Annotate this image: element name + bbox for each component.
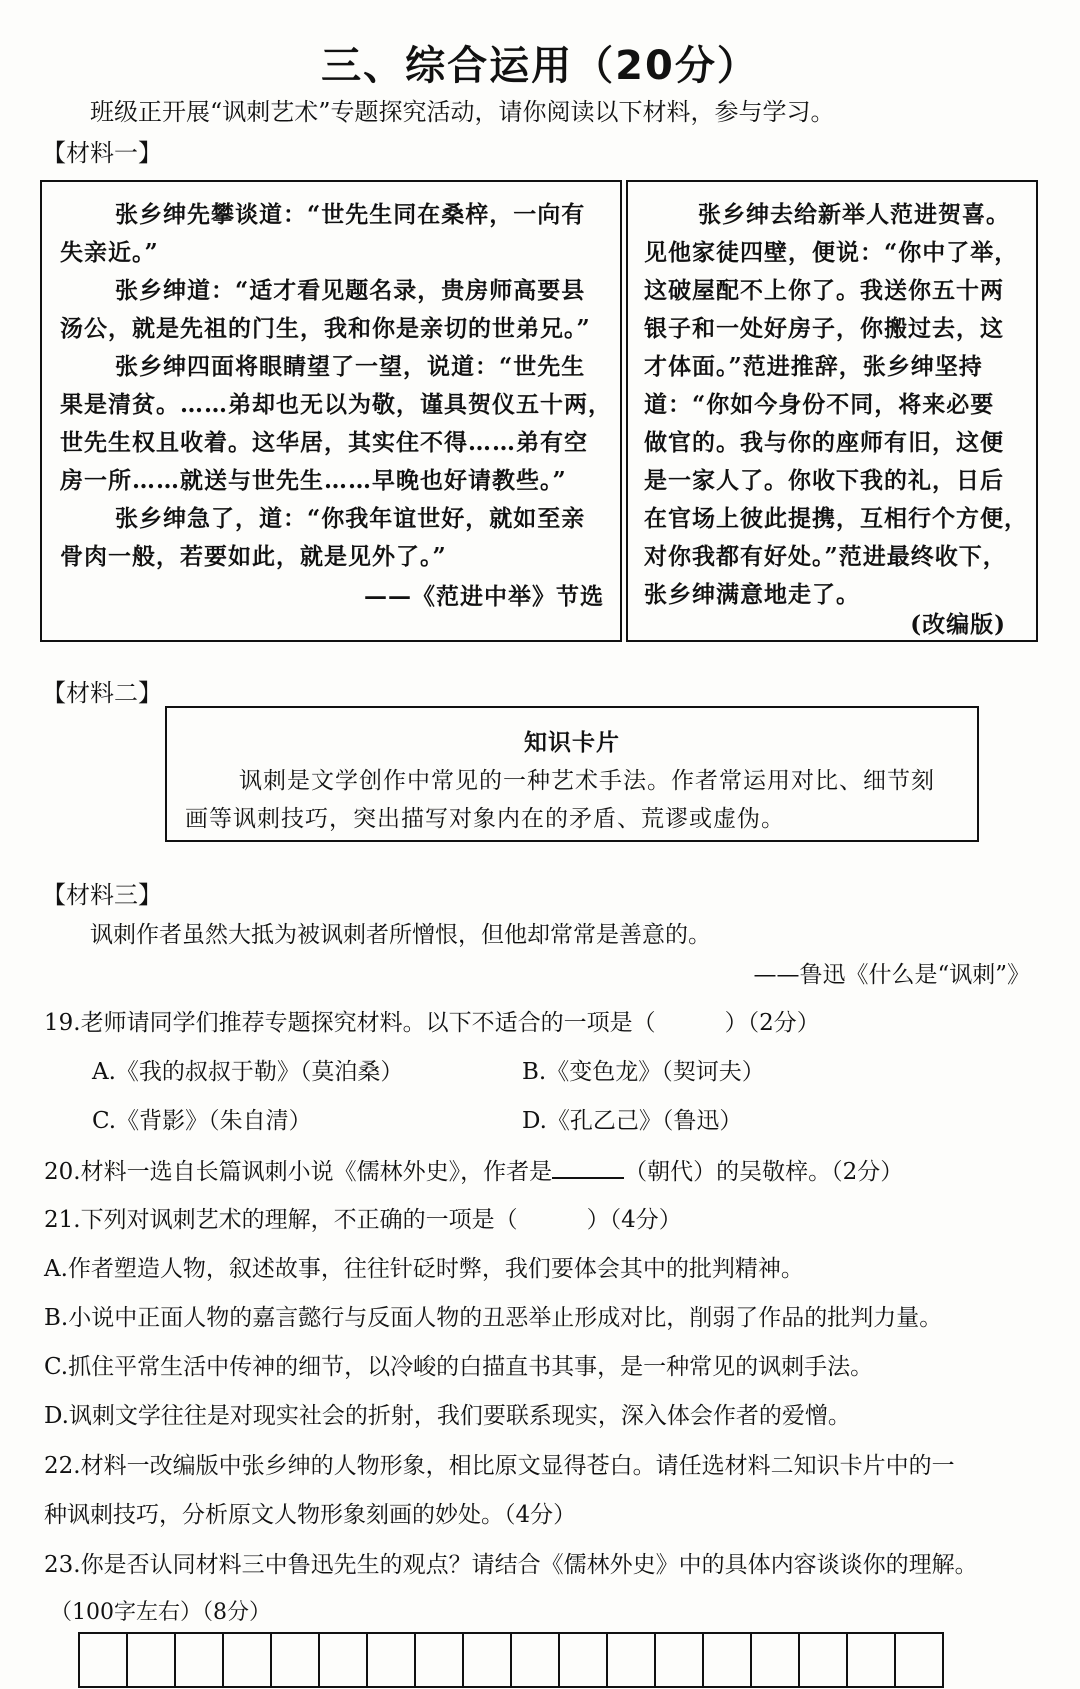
text-line: 在官场上彼此提携，互相行个方便， bbox=[644, 505, 1028, 532]
text-line: 对你我都有好处。”范进最终收下， bbox=[644, 543, 1007, 570]
q21-option-d: D.讽刺文学往往是对现实社会的折射，我们要联系现实，深入体会作者的爱憎。 bbox=[44, 1403, 851, 1429]
material3-label: 【材料三】 bbox=[42, 881, 162, 909]
intro-text: 班级正开展“讽刺艺术”专题探究活动，请你阅读以下材料，参与学习。 bbox=[90, 98, 835, 126]
q19-option-b: B.《变色龙》（契诃夫） bbox=[522, 1059, 765, 1085]
q23-word-limit: （100字左右）（8分） bbox=[50, 1600, 271, 1625]
text-line: 张乡绅满意地走了。 bbox=[644, 581, 860, 608]
text-line: 张乡绅四面将眼睛望了一望，说道：“世先生 bbox=[115, 353, 586, 380]
text-line: 骨肉一般，若要如此，就是见外了。” bbox=[60, 543, 447, 570]
grid-cell[interactable] bbox=[606, 1632, 656, 1688]
grid-cell[interactable] bbox=[414, 1632, 464, 1688]
grid-cell[interactable] bbox=[174, 1632, 224, 1688]
text-line: 果是清贫。……弟却也无以为敬，谨具贺仪五十两， bbox=[60, 391, 612, 418]
q21-option-a: A.作者塑造人物，叙述故事，往往针砭时弊，我们要体会其中的批判精神。 bbox=[44, 1256, 804, 1282]
grid-cell[interactable] bbox=[270, 1632, 320, 1688]
question-21: 21.下列对讽刺艺术的理解，不正确的一项是（ ）（4分） bbox=[44, 1207, 682, 1233]
q19-option-a: A.《我的叔叔于勒》（莫泊桑） bbox=[92, 1059, 404, 1085]
grid-cell[interactable] bbox=[318, 1632, 368, 1688]
text-line: 世先生权且收着。这华居，其实住不得……弟有空 bbox=[60, 429, 588, 456]
q20-text-after: （朝代）的吴敬梓。（2分） bbox=[624, 1159, 904, 1185]
question-22-line: 种讽刺技巧，分析原文人物形象刻画的妙处。（4分） bbox=[44, 1502, 577, 1528]
grid-cell[interactable] bbox=[894, 1632, 944, 1688]
grid-cell[interactable] bbox=[78, 1632, 128, 1688]
q21-option-b: B.小说中正面人物的嘉言懿行与反面人物的丑恶举止形成对比，削弱了作品的批判力量。 bbox=[44, 1305, 943, 1331]
q19-option-c: C.《背影》（朱自清） bbox=[92, 1108, 312, 1134]
material1-left-box bbox=[40, 180, 622, 642]
question-20 bbox=[44, 1153, 903, 1186]
card-text-line: 画等讽刺技巧，突出描写对象内在的矛盾、荒谬或虚伪。 bbox=[185, 806, 785, 832]
grid-cell[interactable] bbox=[750, 1632, 800, 1688]
grid-cell[interactable] bbox=[366, 1632, 416, 1688]
card-title: 知识卡片 bbox=[524, 729, 620, 756]
grid-cell[interactable] bbox=[510, 1632, 560, 1688]
text-line: 张乡绅道：“适才看见题名录，贵房师高要县 bbox=[115, 277, 586, 304]
text-line: 做官的。我与你的座师有旧，这便 bbox=[644, 429, 1004, 456]
grid-cell[interactable] bbox=[126, 1632, 176, 1688]
material1-right-box bbox=[626, 180, 1038, 642]
text-line: 才体面。”范进推辞，张乡绅坚持 bbox=[644, 353, 983, 380]
q21-option-c: C.抓住平常生活中传神的细节，以冷峻的白描直书其事，是一种常见的讽刺手法。 bbox=[44, 1354, 874, 1380]
card-text-line: 讽刺是文学创作中常见的一种艺术手法。作者常运用对比、细节刻 bbox=[239, 768, 935, 794]
text-line: 这破屋配不上你了。我送你五十两 bbox=[644, 277, 1004, 304]
grid-cell[interactable] bbox=[558, 1632, 608, 1688]
text-line: 张乡绅去给新举人范进贺喜。 bbox=[698, 201, 1010, 228]
grid-cell[interactable] bbox=[222, 1632, 272, 1688]
quote-source: ——鲁迅《什么是“讽刺”》 bbox=[753, 962, 1030, 988]
text-line: 房一所……就送与世先生……早晚也好请教些。” bbox=[60, 467, 567, 494]
answer-blank[interactable] bbox=[552, 1157, 624, 1179]
text-line: 是一家人了。你收下我的礼，日后 bbox=[644, 467, 1004, 494]
text-line: 银子和一处好房子，你搬过去，这 bbox=[644, 315, 1004, 342]
grid-cell[interactable] bbox=[798, 1632, 848, 1688]
text-line: 张乡绅急了，道：“你我年谊世好，就如至亲 bbox=[115, 505, 586, 532]
text-line: 见他家徒四壁，便说：“你中了举， bbox=[644, 239, 1019, 266]
q20-text-before: 20.材料一选自长篇讽刺小说《儒林外史》，作者是 bbox=[44, 1159, 553, 1185]
material1-label: 【材料一】 bbox=[42, 139, 162, 167]
grid-cell[interactable] bbox=[654, 1632, 704, 1688]
section-title: 三、综合运用（20分） bbox=[321, 43, 759, 89]
text-line: 张乡绅先攀谈道：“世先生同在桑梓，一向有 bbox=[115, 201, 586, 228]
text-line: 汤公，就是先祖的门生，我和你是亲切的世弟兄。” bbox=[60, 315, 591, 342]
lu-xun-quote: 讽刺作者虽然大抵为被讽刺者所憎恨，但他却常常是善意的。 bbox=[90, 922, 711, 948]
grid-cell[interactable] bbox=[846, 1632, 896, 1688]
material2-label: 【材料二】 bbox=[42, 679, 162, 707]
answer-grid[interactable] bbox=[80, 1632, 944, 1688]
knowledge-card bbox=[165, 706, 979, 842]
adaptation-note: (改编版) bbox=[910, 611, 1006, 638]
text-line: 失亲近。” bbox=[60, 239, 159, 266]
q19-option-d: D.《孔乙己》（鲁迅） bbox=[522, 1108, 743, 1134]
question-23: 23.你是否认同材料三中鲁迅先生的观点？请结合《儒林外史》中的具体内容谈谈你的理解。 bbox=[44, 1552, 978, 1578]
grid-cell[interactable] bbox=[702, 1632, 752, 1688]
question-22-line: 22.材料一改编版中张乡绅的人物形象，相比原文显得苍白。请任选材料二知识卡片中的一 bbox=[44, 1453, 955, 1479]
text-line: 道：“你如今身份不同，将来必要 bbox=[644, 391, 995, 418]
grid-cell[interactable] bbox=[462, 1632, 512, 1688]
question-19: 19.老师请同学们推荐专题探究材料。以下不适合的一项是（ ）（2分） bbox=[44, 1010, 820, 1036]
source-citation: ——《范进中举》节选 bbox=[364, 583, 604, 610]
